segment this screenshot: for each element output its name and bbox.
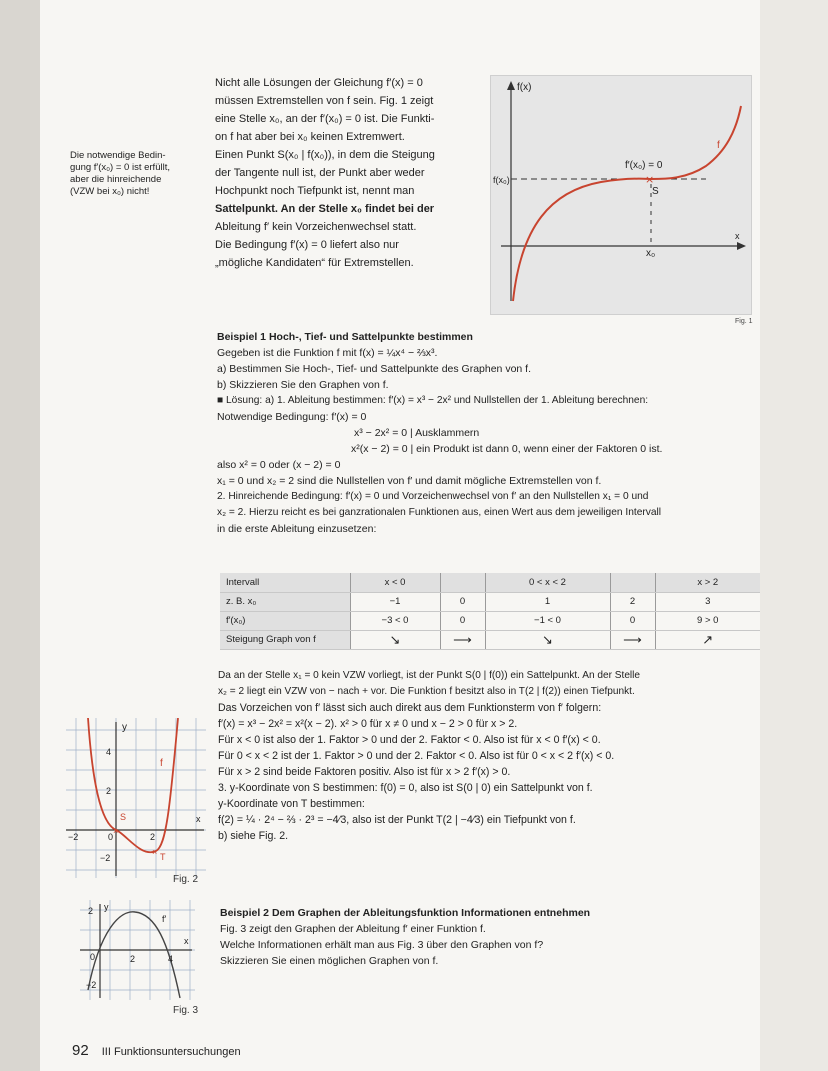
intro-line: on f hat aber bei x₀ keinen Extremwert.: [215, 131, 405, 143]
conclusion-line: y-Koordinate von T bestimmen:: [218, 798, 365, 810]
conclusion-line: Das Vorzeichen von f′ lässt sich auch direkt aus dem Funktionsterm von f′ folgern:: [218, 702, 602, 714]
conclusion-line: Für x > 2 sind beide Faktoren positiv. Also ist für x > 2 f′(x) > 0.: [218, 766, 511, 778]
fig1-point-label: S: [652, 186, 659, 197]
table-row: [220, 630, 760, 649]
fig3-caption: Fig. 3: [173, 1005, 199, 1016]
fig1-caption: Fig. 1: [735, 318, 753, 325]
conclusion-line: b) siehe Fig. 2.: [218, 830, 289, 842]
intro-line: der Tangente null ist, der Punkt aber weder: [215, 167, 425, 179]
intro-line: Hochpunkt noch Tiefpunkt ist, nennt man: [215, 185, 415, 197]
fig3-graph: [80, 900, 195, 1000]
example1-title: [217, 329, 757, 345]
fig2-y-label: y: [122, 722, 127, 733]
table-cell: ↗: [655, 630, 760, 649]
fig1-x-arrow: [737, 242, 746, 250]
example1-line: in die erste Ableitung einzusetzen:: [217, 523, 377, 535]
side-note: [70, 150, 195, 198]
intro-line: Die Bedingung f′(x) = 0 liefert also nur: [215, 239, 399, 251]
table-cell: [610, 573, 655, 592]
side-note-line: Die notwendige Bedin-: [70, 150, 166, 161]
example2-title-text: Beispiel 2 Dem Graphen der Ableitungsfunktion Informationen entnehmen: [220, 907, 591, 919]
table-cell: 0: [610, 611, 655, 630]
table-cell: 3: [655, 592, 760, 611]
table-cell: 9 > 0: [655, 611, 760, 630]
table-cell: ↘: [350, 630, 440, 649]
page-number: 92: [72, 1042, 89, 1059]
fig1-panel: [490, 75, 752, 315]
table-row: [220, 573, 760, 592]
conclusion-line: Für 0 < x < 2 ist der 1. Faktor > 0 und der 2. Faktor < 0. Also ist für 0 < x < 2 f′(x) < 0.: [218, 750, 615, 762]
fig2-grid: [66, 718, 206, 878]
intro-line: Sattelpunkt. An der Stelle x₀ findet bei der: [215, 203, 435, 215]
fig2-origin: 0: [108, 832, 114, 842]
intro-line: „mögliche Kandidaten“ für Extremstellen.: [215, 257, 414, 269]
fig3-y-label: y: [104, 902, 109, 912]
table-cell: 1: [485, 592, 610, 611]
table-cell: f′(x₀): [220, 611, 350, 630]
example2-line: Skizzieren Sie einen möglichen Graphen von f.: [220, 955, 439, 967]
fig3-tick: −2: [86, 980, 97, 990]
example1-block: [217, 329, 757, 537]
interval-table: [220, 573, 760, 650]
fig2-caption: Fig. 2: [173, 874, 199, 885]
fig1-point-marker: ×: [645, 173, 655, 186]
fig3-x-label: x: [184, 936, 189, 946]
fig2-tick: 2: [106, 786, 112, 796]
fig2-graph: [66, 718, 206, 878]
example1-line: Notwendige Bedingung: f′(x) = 0: [217, 411, 367, 423]
fig1-x0-label: x₀: [646, 248, 656, 259]
fig1-y-arrow: [507, 81, 515, 90]
example1-line: 2. Hinreichende Bedingung: f′(x) = 0 und Vorzeichenwechsel von f′ an den Nullstellen x₁ = 0 und: [217, 491, 649, 502]
conclusion-line: Für x < 0 ist also der 1. Faktor > 0 und der 2. Faktor < 0. Also ist für x < 0 f′(x) < 0.: [218, 734, 601, 746]
table-cell: [440, 573, 485, 592]
example1-line: also x² = 0 oder (x − 2) = 0: [217, 459, 341, 471]
fig2-tick: 2: [150, 832, 156, 842]
side-note-line: gung f′(x₀) = 0 ist erfüllt,: [70, 162, 170, 173]
intro-line: Ableitung f′ kein Vorzeichenwechsel statt.: [215, 221, 417, 233]
table-cell: x > 2: [655, 573, 760, 592]
table-cell: ⟶: [440, 630, 485, 649]
table-cell: Intervall: [220, 573, 350, 592]
table-cell: z. B. x₀: [220, 592, 350, 611]
fig3-origin: 0: [90, 952, 96, 962]
example1-line: b) Skizzieren Sie den Graphen von f.: [217, 379, 389, 391]
fig1-graph: [491, 76, 753, 316]
table-row: [220, 592, 760, 611]
example1-line: x³ − 2x² = 0 | Ausklammern: [354, 427, 480, 439]
fig2-curve-label: f: [160, 758, 163, 769]
conclusion-line: f(2) = ¼ · 2⁴ − ⅔ · 2³ = −4⁄3, also ist der Punkt T(2 | −4⁄3) ein Tiefpunkt von f.: [218, 814, 576, 826]
page-edge: [760, 0, 828, 1071]
fig2-t-marker: ×: [152, 847, 158, 857]
example2-block: [220, 905, 690, 969]
table-cell: −3 < 0: [350, 611, 440, 630]
table-cell: ↘: [485, 630, 610, 649]
conclusion-line: 3. y-Koordinate von S bestimmen: f(0) = 0, also ist S(0 | 0) ein Sattelpunkt von f.: [218, 782, 593, 794]
example1-line: a) Bestimmen Sie Hoch-, Tief- und Sattelpunkte des Graphen von f.: [217, 363, 531, 375]
fig3-tick: 2: [88, 906, 94, 916]
fig1-x-label: x: [735, 231, 740, 241]
fig2-tick: −2: [68, 832, 79, 842]
side-note-line: (VZW bei x₀) nicht!: [70, 186, 150, 197]
fig2-tick: −2: [100, 853, 111, 863]
table-cell: 0: [440, 611, 485, 630]
fig1-curve-label: f: [717, 140, 720, 151]
table-cell: Steigung Graph von f: [220, 630, 350, 649]
fig2-tick: 4: [106, 747, 112, 757]
intro-line: Einen Punkt S(x₀ | f(x₀)), in dem die Steigung: [215, 149, 435, 161]
fig1-y-label: f(x): [517, 82, 532, 93]
chapter-title: III Funktionsuntersuchungen: [101, 1046, 241, 1058]
table-cell: −1: [350, 592, 440, 611]
example1-line: x₂ = 2. Hierzu reicht es bei ganzrationalen Funktionen aus, einen Wert aus dem jeweiligen Intervall: [217, 507, 662, 518]
fig1-tangent-label: f′(x₀) = 0: [625, 160, 663, 171]
fig3-tick: 2: [130, 954, 136, 964]
fig3-panel: [80, 900, 195, 1000]
example1-line: ■ Lösung: a) 1. Ableitung bestimmen: f′(x) = x³ − 2x² und Nullstellen der 1. Ableitung berechnen:: [217, 395, 649, 406]
intro-line: eine Stelle x₀, an der f′(x₀) = 0 ist. Die Funkti-: [215, 113, 435, 125]
table-cell: x < 0: [350, 573, 440, 592]
example2-title: [220, 905, 690, 921]
fig1-curve: [513, 106, 741, 301]
fig3-tick: 4: [168, 954, 174, 964]
fig2-curve: [88, 718, 178, 852]
interval-table-wrap: [220, 573, 760, 650]
intro-line: Nicht alle Lösungen der Gleichung f′(x) = 0: [215, 77, 423, 89]
table-cell: 0: [440, 592, 485, 611]
fig2-x-label: x: [196, 814, 201, 824]
table-cell: 0 < x < 2: [485, 573, 610, 592]
intro-paragraph: [215, 74, 480, 272]
conclusion-line: f′(x) = x³ − 2x² = x²(x − 2). x² > 0 für x ≠ 0 und x − 2 > 0 für x > 2.: [218, 718, 518, 730]
fig2-t-label: T: [160, 852, 166, 862]
fig2-s-label: S: [120, 812, 127, 822]
table-cell: 2: [610, 592, 655, 611]
conclusion-line: x₂ = 2 liegt ein VZW von − nach + vor. Die Funktion f besitzt also in T(2 | f(2)) einen Tiefpunkt.: [218, 686, 635, 697]
conclusion-line: Da an der Stelle x₁ = 0 kein VZW vorliegt, ist der Punkt S(0 | f(0)) ein Sattelpunkt. An der Stelle: [218, 670, 641, 681]
intro-line: müssen Extremstellen von f sein. Fig. 1 zeigt: [215, 95, 434, 107]
example1-line: x²(x − 2) = 0 | ein Produkt ist dann 0, wenn einer der Faktoren 0 ist.: [351, 443, 663, 455]
fig3-curve-label: f′: [162, 914, 167, 924]
example2-line: Fig. 3 zeigt den Graphen der Ableitung f′ einer Funktion f.: [220, 923, 486, 935]
fig2-s-marker: ×: [113, 826, 119, 836]
side-note-line: aber die hinreichende: [70, 174, 162, 185]
example1-line: x₁ = 0 und x₂ = 2 sind die Nullstellen von f′ und damit mögliche Extremstellen von f.: [217, 475, 602, 487]
example2-line: Welche Informationen erhält man aus Fig. 3 über den Graphen von f?: [220, 939, 544, 951]
fig1-fx0-label: f(x₀): [493, 175, 510, 185]
table-row: [220, 611, 760, 630]
fig2-panel: [66, 718, 206, 878]
table-cell: −1 < 0: [485, 611, 610, 630]
example1-line: Gegeben ist die Funktion f mit f(x) = ¼x⁴ − ⅔x³.: [217, 347, 438, 359]
page-footer: [72, 1042, 241, 1059]
table-cell: ⟶: [610, 630, 655, 649]
example1-title-text: Beispiel 1 Hoch-, Tief- und Sattelpunkte bestimmen: [217, 331, 473, 343]
conclusion-block: [218, 668, 758, 844]
